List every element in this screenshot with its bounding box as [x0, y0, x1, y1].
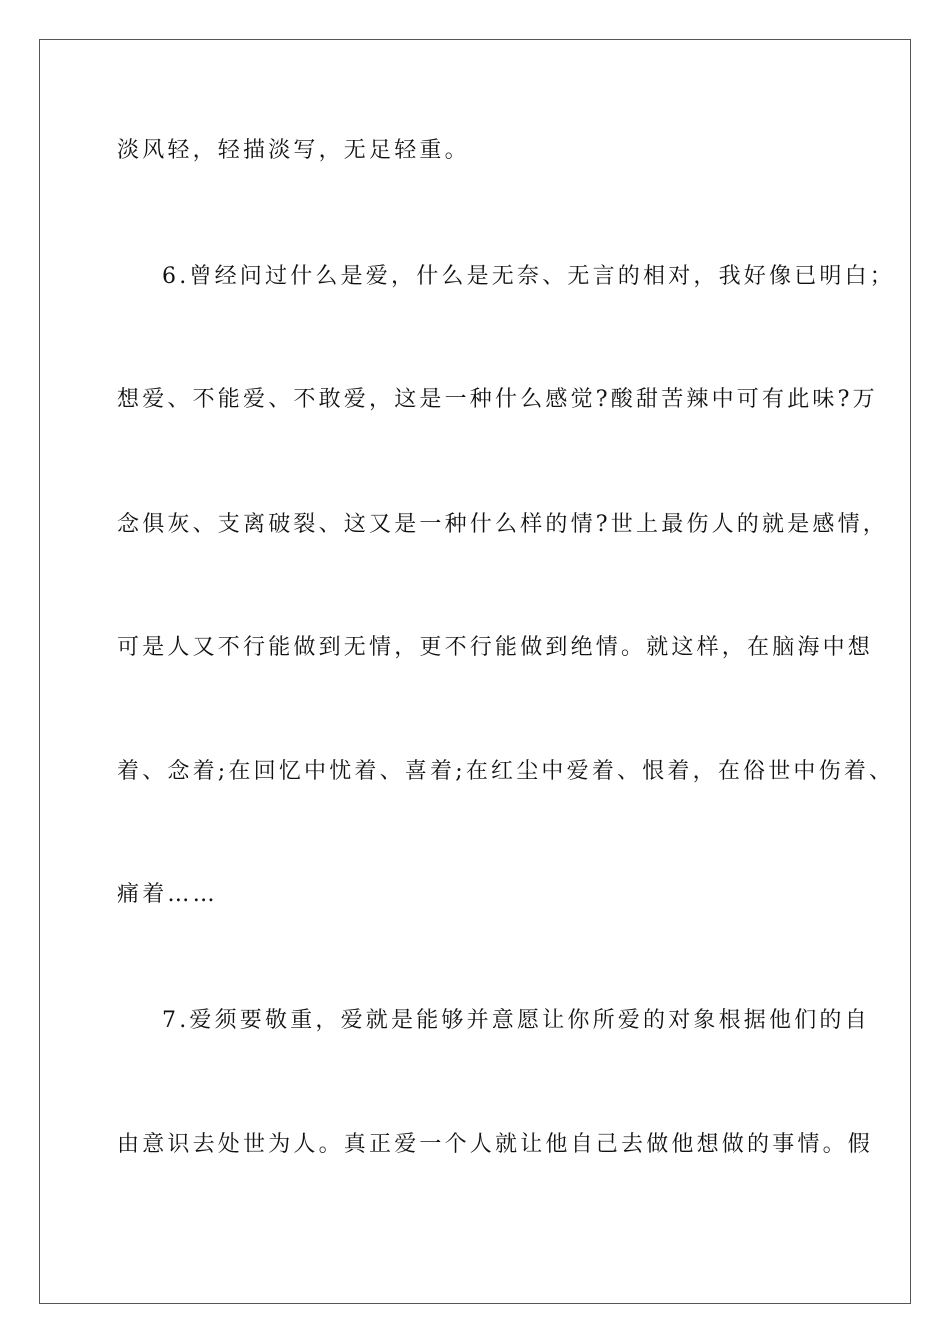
text-line-7: 痛着……	[117, 882, 218, 907]
text-line-3: 想爱、不能爱、不敢爱，这是一种什么感觉?酸甜苦辣中可有此味?万	[117, 387, 878, 412]
text-line-8: 7.爱须要敬重，爱就是能够并意愿让你所爱的对象根据他们的自	[162, 1008, 870, 1033]
text-line-5: 可是人又不行能做到无情，更不行能做到绝情。就这样，在脑海中想	[117, 635, 874, 660]
text-line-4: 念俱灰、支离破裂、这又是一种什么样的情?世上最伤人的就是感情，	[117, 512, 888, 537]
text-line-1: 淡风轻，轻描淡写，无足轻重。	[117, 138, 470, 163]
text-line-6: 着、念着;在回忆中忧着、喜着;在红尘中爱着、恨着，在俗世中伤着、	[117, 759, 895, 784]
text-line-2: 6.曾经问过什么是爱，什么是无奈、无言的相对，我好像已明白；	[162, 264, 895, 289]
text-line-9: 由意识去处世为人。真正爱一个人就让他自己去做他想做的事情。假	[117, 1132, 874, 1157]
page-border	[39, 39, 911, 1304]
